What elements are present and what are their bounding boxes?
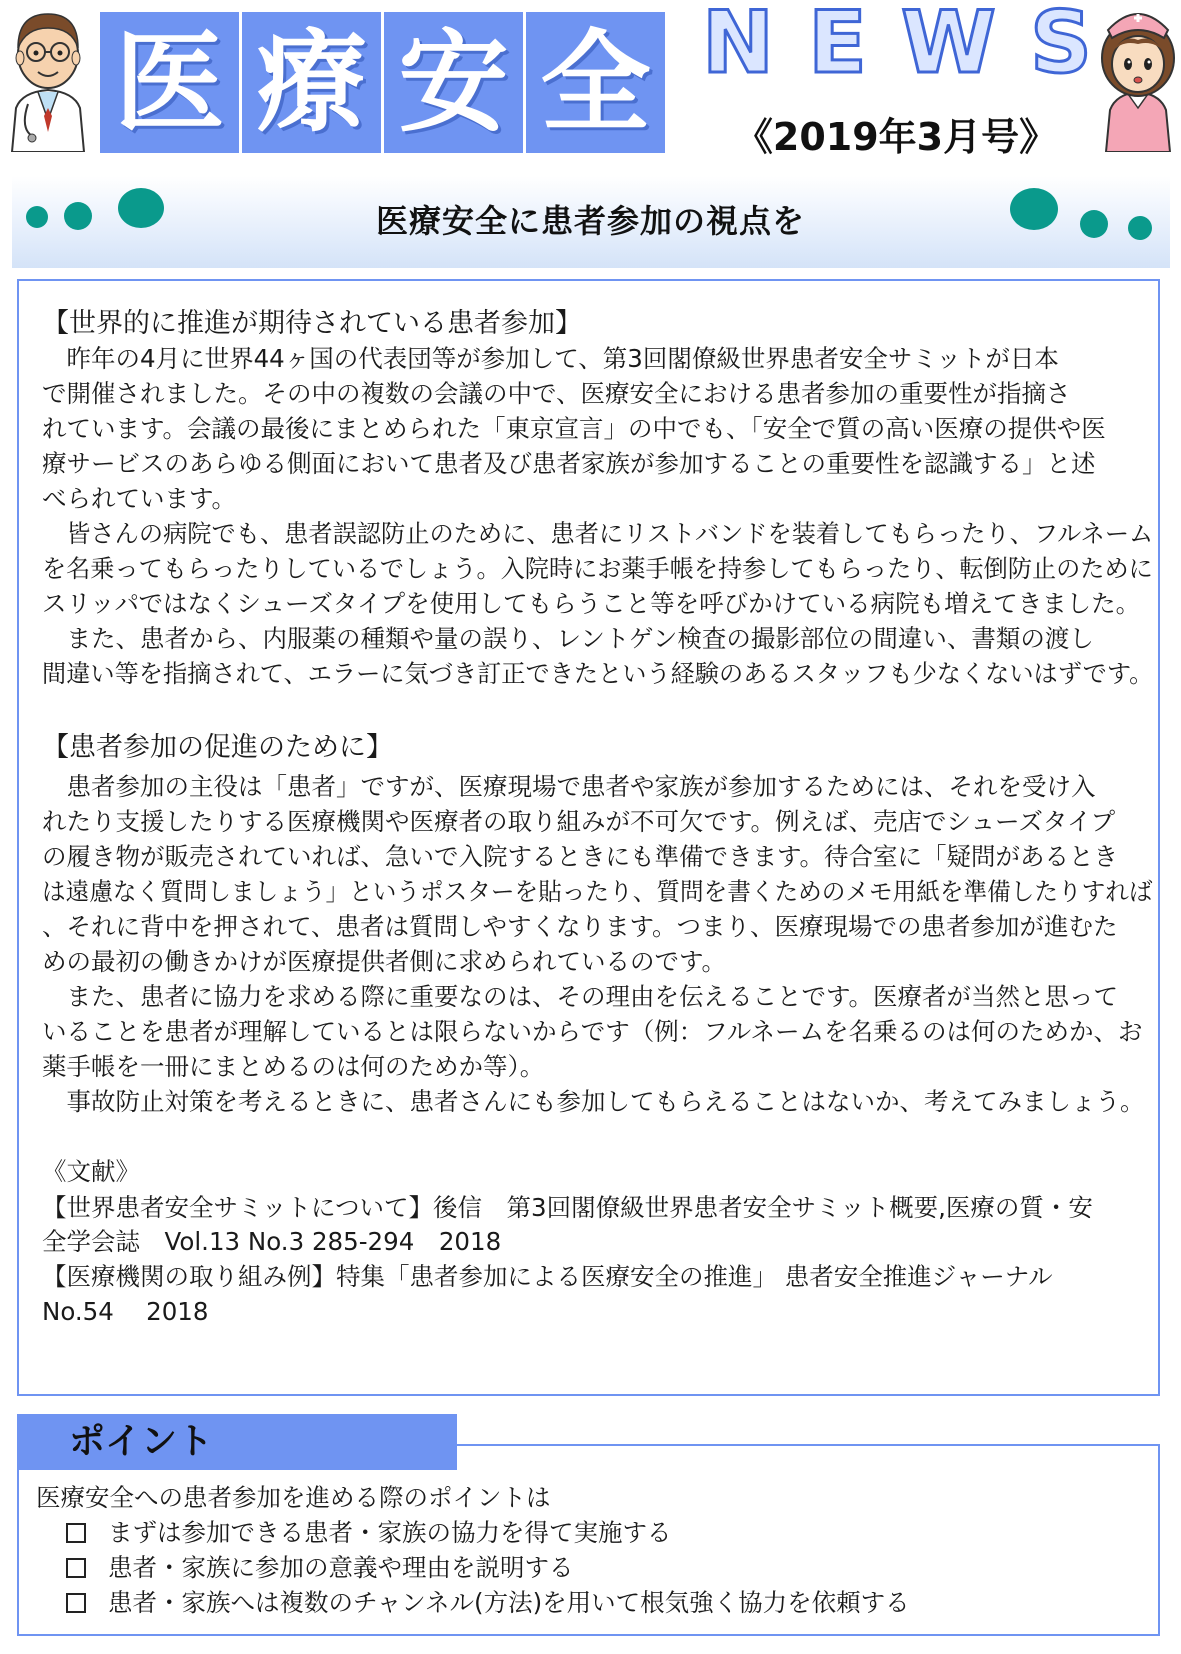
news-letter: E: [808, 0, 867, 93]
checkbox-icon: [66, 1523, 86, 1543]
title-char: 安: [398, 18, 509, 147]
point-item-text: まずは参加できる患者・家族の協力を得て実施する: [108, 1518, 672, 1547]
news-letter: W: [901, 0, 996, 93]
title-block-4: [526, 12, 665, 153]
section-heading: 【患者参加の促進のために】: [42, 732, 393, 763]
title-char: 医: [114, 18, 225, 147]
article-line: の履き物が販売されていれば、急いで入院するときにも準備できます。待合室に「疑問があるとき: [42, 842, 1119, 871]
title-block-2: [242, 12, 381, 153]
section-heading: 【世界的に推進が期待されている患者参加】: [42, 308, 582, 339]
point-item: [66, 1518, 672, 1547]
article-line: れています。会議の最後にまとめられた「東京宣言」の中でも、「安全で質の高い医療の提供や医: [42, 414, 1106, 443]
article-line: を名乗ってもらったりしているでしょう。入院時にお薬手帳を持参してもらったり、転倒防止のために: [42, 554, 1153, 583]
article-line: 皆さんの病院でも、患者誤認防止のために、患者にリストバンドを装着してもらったり、フルネーム: [42, 519, 1154, 548]
references-heading: 《文献》: [42, 1157, 140, 1186]
article-line: また、患者に協力を求める際に重要なのは、その理由を伝えることです。医療者が当然と思って: [42, 982, 1119, 1011]
reference-line: No.54 2018: [42, 1297, 209, 1326]
issue-date: 《2019年3月号》: [734, 115, 1058, 159]
point-tab: [17, 1414, 457, 1470]
article-line: めの最初の働きかけが医療提供者側に求められているのです。: [42, 947, 727, 976]
article-line: は遠慮なく質問しましょう」というポスターを貼ったり、質問を書くためのメモ用紙を準備したりすれば: [42, 877, 1153, 906]
doctor-icon: [2, 0, 94, 152]
checkbox-icon: [66, 1558, 86, 1578]
title-block-1: [100, 12, 239, 153]
news-letter: N: [702, 0, 774, 93]
article-line: で開催されました。その中の複数の会議の中で、医療安全における患者参加の重要性が指摘さ: [42, 379, 1071, 408]
article-line: 薬手帳を一冊にまとめるのは何のためか等）。: [42, 1052, 545, 1081]
article-line: べられています。: [42, 484, 237, 513]
title-char: 全: [540, 18, 651, 147]
news-letter: S: [1030, 0, 1092, 93]
article-line: スリッパではなくシューズタイプを使用してもらうこと等を呼びかけている病院も増えてきました。: [42, 589, 1141, 618]
checkbox-icon: [66, 1593, 86, 1613]
reference-line: 【世界患者安全サミットについて】後信 第3回閣僚級世界患者安全サミット概要,医療の質・安: [42, 1193, 1093, 1222]
article-line: れたり支援したりする医療機関や医療者の取り組みが不可欠です。例えば、売店でシューズタイプ: [42, 807, 1116, 836]
point-item-text: 患者・家族へは複数のチャンネル(方法)を用いて根気強く協力を依頼する: [108, 1588, 910, 1617]
title-char: 療: [256, 18, 367, 147]
point-item: [66, 1553, 574, 1582]
point-intro: 医療安全への患者参加を進める際のポイントは: [36, 1483, 551, 1512]
news-logo: [702, 0, 1092, 93]
point-item: [66, 1588, 910, 1617]
article-line: 間違い等を指摘されて、エラーに気づき訂正できたという経験のあるスタッフも少なくないはずです。: [42, 659, 1154, 688]
point-item-text: 患者・家族に参加の意義や理由を説明する: [108, 1553, 574, 1582]
point-label: ポイント: [69, 1421, 214, 1462]
reference-line: 全学会誌 Vol.13 No.3 285-294 2018: [42, 1227, 502, 1256]
nurse-icon: [1094, 0, 1181, 152]
title-block-3: [384, 12, 523, 153]
article-line: 昨年の4月に世界44ヶ国の代表団等が参加して、第3回閣僚級世界患者安全サミットが日本: [42, 344, 1059, 373]
headline-title: 医療安全に患者参加の視点を: [375, 202, 805, 240]
reference-line: 【医療機関の取り組み例】特集「患者参加による医療安全の推進」 患者安全推進ジャーナル: [42, 1262, 1053, 1291]
article-line: 患者参加の主役は「患者」ですが、医療現場で患者や家族が参加するためには、それを受け入: [42, 772, 1096, 801]
article-line: 事故防止対策を考えるときに、患者さんにも参加してもらえることはないか、考えてみましょう。: [42, 1087, 1145, 1116]
article-line: 、それに背中を押されて、患者は質問しやすくなります。つまり、医療現場での患者参加が進むた: [42, 912, 1118, 941]
article-line: 療サービスのあらゆる側面において患者及び患者家族が参加することの重要性を認識する」と述: [42, 449, 1096, 478]
article-line: また、患者から、内服薬の種類や量の誤り、レントゲン検査の撮影部位の間違い、書類の渡し: [42, 624, 1094, 653]
article-line: いることを患者が理解しているとは限らないからです（例：フルネームを名乗るのは何のためか、お: [42, 1017, 1143, 1046]
